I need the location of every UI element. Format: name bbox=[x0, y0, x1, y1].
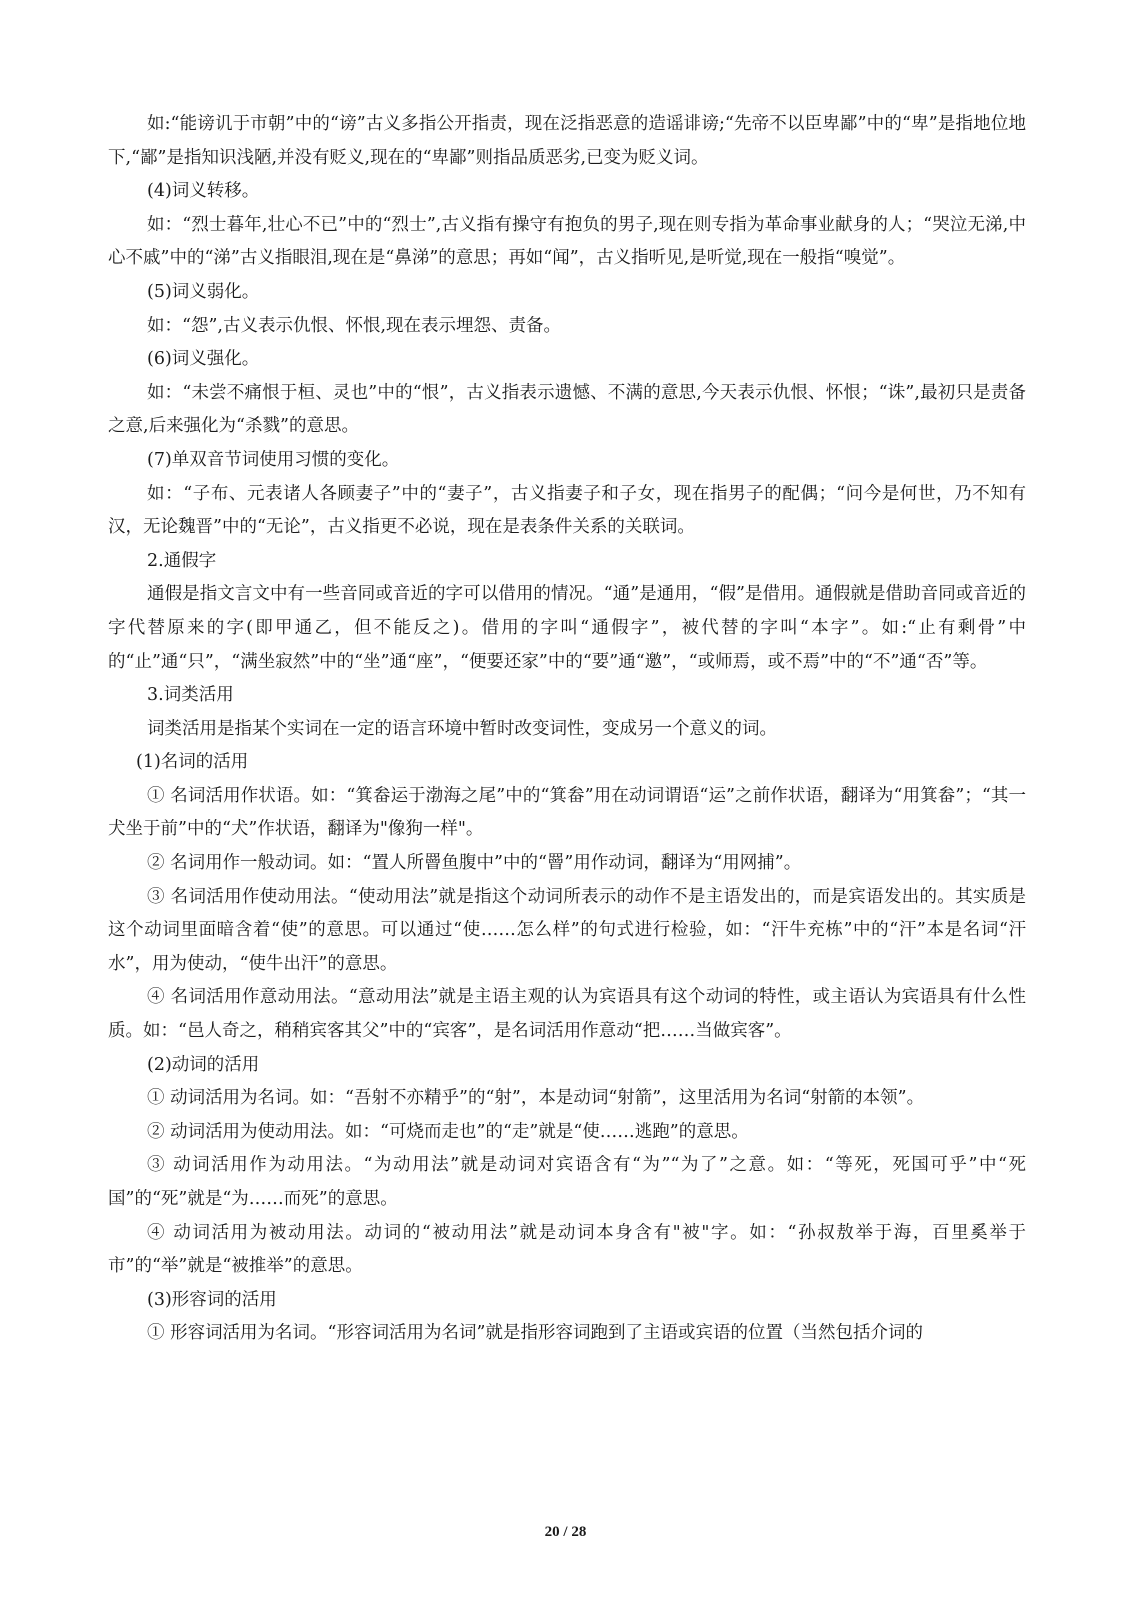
paragraph: ④ 名词活用作意动用法。“意动用法”就是主语主观的认为宾语具有这个动词的特性，或主语认为宾语具有什么性质。如：“邑人奇之，稍稍宾客其父”中的“宾客”，是名词活用作意动“把……当做宾客”。 bbox=[108, 987, 1026, 1042]
paragraph: (4)词义转移。 bbox=[147, 181, 260, 202]
paragraph: ① 形容词活用为名词。“形容词活用为名词”就是指形容词跑到了主语或宾语的位置（当然包括介词的 bbox=[147, 1323, 923, 1344]
paragraph: 2.通假字 bbox=[147, 550, 217, 571]
paragraph: (2)动词的活用 bbox=[147, 1054, 260, 1075]
paragraph: 如：“怨”,古义表示仇恨、怀恨,现在表示埋怨、责备。 bbox=[147, 315, 562, 336]
page-number: 20 / 28 bbox=[544, 1524, 587, 1540]
paragraph: 通假是指文言文中有一些音同或音近的字可以借用的情况。“通”是通用，“假”是借用。通假就是借助音同或音近的字代替原来的字(即甲通乙，但不能反之)。借用的字叫“通假字”，被代替的字叫“本字”。如:“止有剩骨”中的“止”通“只”，“满坐寂然”中的“坐”通“座”，“便要还家”中的“要”通“邀”，“或师焉，或不焉”中的“不”通“否”等。 bbox=[108, 584, 1026, 672]
paragraph: ① 动词活用为名词。如：“吾射不亦精乎”的“射”，本是动词“射箭”，这里活用为名词“射箭的本领”。 bbox=[147, 1088, 925, 1109]
paragraph: 如：“烈士暮年,壮心不已”中的“烈士”,古义指有操守有抱负的男子,现在则专指为革命事业献身的人；“哭泣无涕,中心不戚”中的“涕”古义指眼泪,现在是“鼻涕”的意思；再如“闻”，古义指听见,是听觉,现在一般指“嗅觉”。 bbox=[108, 214, 1026, 269]
paragraph: 如:“能谤讥于市朝”中的“谤”古义多指公开指责，现在泛指恶意的造谣诽谤;“先帝不以臣卑鄙”中的“卑”是指地位地下,“鄙”是指知识浅陋,并没有贬义,现在的“卑鄙”则指品质恶劣,已变为贬义词。 bbox=[108, 114, 1026, 168]
paragraph: ② 名词用作一般动词。如：“置人所罾鱼腹中”中的“罾”用作动词，翻译为“用网捕”。 bbox=[147, 853, 802, 874]
paragraph: 3.词类活用 bbox=[147, 685, 234, 706]
paragraph: (6)词义强化。 bbox=[147, 349, 260, 370]
paragraph: 如：“未尝不痛恨于桓、灵也”中的“恨”，古义指表示遗憾、不满的意思,今天表示仇恨、怀恨；“诛”,最初只是责备之意,后来强化为“杀戮”的意思。 bbox=[108, 382, 1026, 437]
paragraph: ③ 动词活用作为动用法。“为动用法”就是动词对宾语含有“为”“为了”之意。如：“等死，死国可乎”中“死国”的“死”就是“为……而死”的意思。 bbox=[108, 1155, 1026, 1209]
paragraph: 如：“子布、元表诸人各顾妻子”中的“妻子”，古义指妻子和子女，现在指男子的配偶；“问今是何世，乃不知有汉，无论魏晋”中的“无论”，古义指更不必说，现在是表条件关系的关联词。 bbox=[108, 483, 1026, 538]
paragraph: (3)形容词的活用 bbox=[147, 1289, 277, 1310]
paragraph: (1)名词的活用 bbox=[136, 752, 249, 773]
paragraph: 词类活用是指某个实词在一定的语言环境中暂时改变词性，变成另一个意义的词。 bbox=[147, 718, 777, 739]
paragraph: (5)词义弱化。 bbox=[147, 281, 260, 302]
document-body bbox=[108, 108, 1026, 1351]
paragraph: ① 名词活用作状语。如：“箕畚运于渤海之尾”中的“箕畚”用在动词谓语“运”之前作状语，翻译为“用箕畚”；“其一犬坐于前”中的“犬”作状语，翻译为"像狗一样"。 bbox=[108, 785, 1026, 840]
paragraph: (7)单双音节词使用习惯的变化。 bbox=[147, 449, 400, 470]
paragraph: ④ 动词活用为被动用法。动词的“被动用法”就是动词本身含有"被"字。如：“孙叔敖举于海，百里奚举于市”的“举”就是“被推举”的意思。 bbox=[108, 1222, 1026, 1277]
paragraph: ③ 名词活用作使动用法。“使动用法”就是指这个动词所表示的动作不是主语发出的，而是宾语发出的。其实质是这个动词里面暗含着“使”的意思。可以通过“使……怎么样”的句式进行检验，如：“汗牛充栋”中的“汗”本是名词“汗水”，用为使动，“使牛出汗”的意思。 bbox=[108, 886, 1026, 974]
paragraph: ② 动词活用为使动用法。如：“可烧而走也”的“走”就是“使……逃跑”的意思。 bbox=[147, 1121, 749, 1142]
